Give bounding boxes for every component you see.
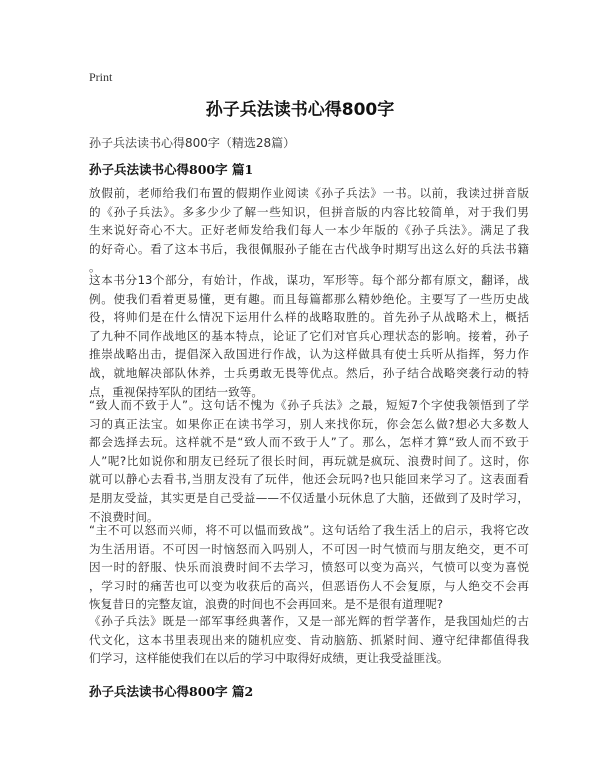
paragraph-line: 《孙子兵法》既是一部军事经典著作，又是一部光辉的哲学著作，是我国灿烂的古 xyxy=(89,614,529,628)
paragraph-line: 因一时的舒服、快乐而浪费时间不去学习，愤怒可以变为高兴，气愤可以变为喜悦 xyxy=(89,560,529,575)
paragraph-line: 点，重视保持军队的团结一致等。 xyxy=(89,384,263,399)
section-heading-2: 孙子兵法读书心得800字 篇2 xyxy=(89,684,254,699)
paragraph-3 xyxy=(89,396,529,526)
paragraph-line: 人”呢?比如说你和朋友已经玩了很长时间，再玩就是疯玩、浪费时间了。这时，你 xyxy=(89,453,529,468)
paragraph-4 xyxy=(89,521,529,614)
print-link[interactable]: Print xyxy=(89,70,113,84)
paragraph-line: 都会选择去玩。这样就不是“致人而不致于人”了。那么，怎样才算“致人而不致于 xyxy=(89,435,529,450)
page-title: 孙子兵法读书心得800字 xyxy=(205,100,395,120)
paragraph-line: 代文化，这本书里表现出来的随机应变、肯动脑筋、抓紧时间、遵守纪律都值得我 xyxy=(89,632,529,647)
paragraph-line: 就可以静心去看书,当朋友没有了玩伴，他还会玩吗?也只能回来学习了。这表面看 xyxy=(89,472,529,487)
paragraph-line: ，学习时的痛苦也可以变为收获后的高兴，但恶语伤人不会复原，与人绝交不会再 xyxy=(89,578,529,593)
paragraph-line: 役，将帅们是在什么情况下运用什么样的战略取胜的。首先孙子从战略术上，概括 xyxy=(89,310,529,325)
paragraph-line: 的好奇心。看了这本书后，我很佩服孙子能在古代战争时期写出这么好的兵法书籍 xyxy=(89,241,529,256)
paragraph-line: 例。使我们看着更易懂，更有趣。而且每篇都那么精妙绝伦。主要写了一些历史战 xyxy=(89,291,529,306)
paragraph-line: 推崇战略出击，提倡深入敌国进行作战，认为这样做具有使士兵听从指挥，努力作 xyxy=(89,347,529,362)
paragraph-line: 了九种不同作战地区的基本特点，论证了它们对官兵心理状态的影响。接着，孙子 xyxy=(89,328,529,343)
paragraph-line: “主不可以怒而兴师，将不可以愠而致战”。这句话给了我生活上的启示，我将它改 xyxy=(89,523,529,537)
paragraph-line: 为生活用语。不可因一时恼怒而入吗别人，不可因一时气愤而与朋友绝交，更不可 xyxy=(89,541,529,556)
paragraph-line: 战，就地解决部队休养，士兵勇敢无畏等优点。然后，孙子结合战略突袭行动的特 xyxy=(89,365,529,380)
paragraph-line: 的《孙子兵法》。多多少少了解一些知识，但拼音版的内容比较简单，对于我们男 xyxy=(89,204,529,219)
paragraph-1 xyxy=(89,184,529,277)
paragraph-line: 们学习，这样能使我们在以后的学习中取得好成绩，更让我受益匪浅。 xyxy=(89,651,449,666)
paragraph-line: 恢复昔日的完整友谊，浪费的时间也不会再回来。是不是很有道理呢? xyxy=(89,597,443,612)
paragraph-2 xyxy=(89,271,529,401)
paragraph-line: 生来说好奇心不大。正好老师发给我们每人一本少年版的《孙子兵法》。满足了我 xyxy=(89,223,529,238)
paragraph-line: 这本书分13个部分，有始计，作战，谋功，军形等。每个部分都有原文，翻译，战 xyxy=(89,273,529,287)
paragraph-line: 不浪费时间。 xyxy=(89,509,159,524)
document-subtitle: 孙子兵法读书心得800字（精选28篇） xyxy=(89,136,296,150)
paragraph-5 xyxy=(89,612,529,668)
paragraph-line: “致人而不致于人”。这句话不愧为《孙子兵法》之最，短短7个字使我领悟到了学 xyxy=(89,398,529,412)
section-heading-1: 孙子兵法读书心得800字 篇1 xyxy=(89,162,254,177)
paragraph-line: 放假前，老师给我们布置的假期作业阅读《孙子兵法》一书。以前，我读过拼音版 xyxy=(89,186,529,200)
paragraph-line: 是朋友受益，其实更是自己受益——不仅适量小玩休息了大脑，还做到了及时学习， xyxy=(89,490,529,505)
paragraph-line: 习的真正法宝。如果你正在读书学习，别人来找你玩，你会怎么做?想必大多数人 xyxy=(89,416,529,431)
paragraph-line: 。 xyxy=(89,260,101,275)
